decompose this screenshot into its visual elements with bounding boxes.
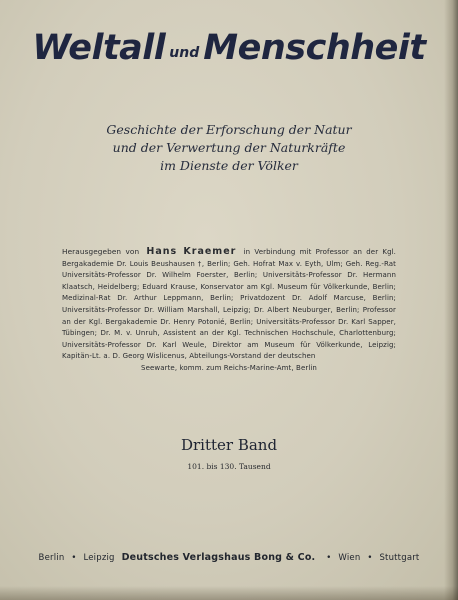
subtitle-line-3: im Dienste der Völker: [160, 158, 298, 173]
imprint-city-berlin: Berlin: [38, 553, 65, 563]
page-edge-shadow-right: [444, 0, 458, 600]
imprint-separator: •: [71, 553, 77, 563]
title-part-menschheit: Menschheit: [203, 28, 426, 68]
title-connector: und: [169, 45, 200, 61]
editor-name: Hans Kraemer: [146, 246, 237, 257]
editors-lead: Herausgegeben von: [62, 247, 140, 256]
edition-label: 101. bis 130. Tausend: [187, 462, 271, 471]
editors-paragraph: [62, 246, 396, 375]
page-edge-shadow-bottom: [0, 586, 458, 600]
imprint-city-stuttgart: Stuttgart: [379, 553, 420, 563]
imprint-city-wien: Wien: [338, 553, 361, 563]
subtitle-line-2: und der Verwertung der Naturkräfte: [112, 140, 346, 155]
subtitle-line-1: Geschichte der Erforschung der Natur: [106, 122, 352, 137]
title-part-weltall: Weltall: [32, 28, 166, 68]
imprint-separator: •: [367, 553, 373, 563]
imprint-line: [0, 552, 458, 563]
subtitle: [0, 121, 458, 175]
imprint-separator: •: [326, 553, 332, 563]
book-title: [0, 28, 458, 68]
volume-label: Dritter Band: [180, 436, 278, 454]
editors-last-line: Seewarte, komm. zum Reichs-Marine-Amt, Berlin: [141, 363, 317, 372]
imprint-city-leipzig: Leipzig: [83, 553, 115, 563]
editors-body: in Verbindung mit Professor an der Kgl. Bergakademie Dr. Louis Beushausen †, Berlin; Geh. Hofrat Max v. Eyth, Ulm; Geh. Reg.-Rat Universitäts-Professor Dr. Wilhelm Foerster, Berlin; Universitäts-Professor Dr. Hermann Klaatsch, Heidelberg; Eduard Krause, Konservator am Kgl. Museum für Völkerkunde, Berlin; Medizinal-Rat Dr. Arthur Leppmann, Berlin; Privatdozent Dr. Adolf Marcuse, Berlin; Universitäts-Professor Dr. William Marshall, Leipzig; Dr. Albert Neuburger, Berlin; Professor an der Kgl. Bergakademie Dr. Henry Potonié, Berlin; Universitäts-Professor Dr. Karl Sapper, Tübingen; Dr. M. v. Unruh, Assistent an der Kgl. Technischen Hochschule, Charlottenburg; Universitäts-Professor Dr. Karl Weule, Direktor am Museum für Völkerkunde, Leipzig; Kapitän-Lt. a. D. Georg Wislicenus, Abteilungs-Vorstand der deutschen: [62, 248, 397, 361]
imprint-publisher: Deutsches Verlagshaus Bong & Co.: [121, 552, 316, 563]
